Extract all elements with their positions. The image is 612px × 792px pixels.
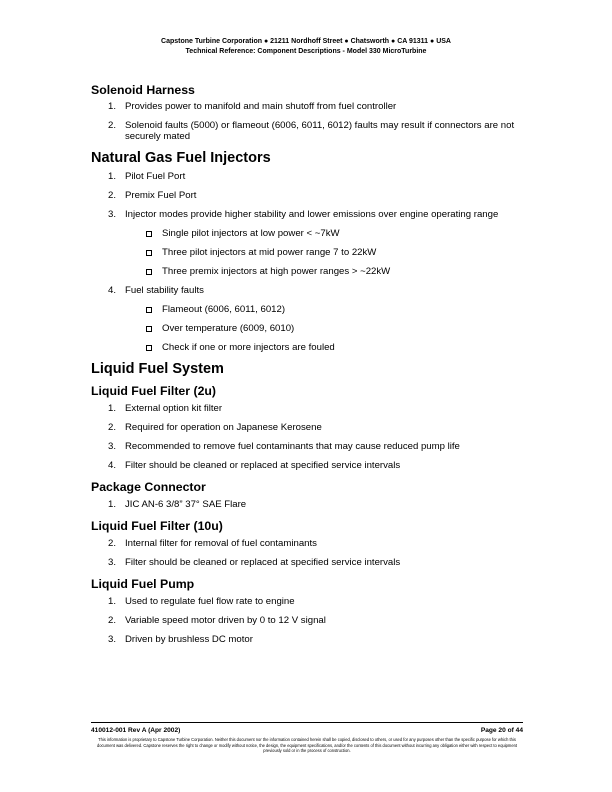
- footer-proprietary-notice: This information is proprietary to Capstone Turbine Corporation. Neither this document nor the information contained herein shall be copied, disclosed to others, or used for any purposes other than the specific purpose for which this document was delivered. Capstone reserves the right to change or modify without notice, the design, the equipment specifications, and/or the contents of this document without incurring any obligation either with respect to equipment previously sold or in the process of construction.: [96, 737, 518, 754]
- footer-page-number: Page 20 of 44: [480, 727, 523, 734]
- section-heading-liquid-fuel-filter-10u: Liquid Fuel Filter (10u): [91, 519, 223, 533]
- footer-doc-number: 410012-001 Rev A (Apr 2002): [91, 727, 181, 734]
- solenoid-list: [91, 101, 531, 142]
- list-item: 3. Driven by brushless DC motor: [108, 634, 253, 645]
- list-item: 3. Recommended to remove fuel contaminants that may cause reduced pump life: [108, 441, 460, 452]
- section-heading-solenoid-harness: Solenoid Harness: [91, 83, 195, 97]
- section-heading-liquid-fuel-system: Liquid Fuel System: [91, 361, 224, 377]
- section-heading-liquid-fuel-pump: Liquid Fuel Pump: [91, 577, 195, 591]
- header-address: Capstone Turbine Corporation ● 21211 Nordhoff Street ● Chatsworth ● CA 91311 ● USA: [161, 38, 451, 45]
- sub-list-item: Single pilot injectors at low power < ~7kW: [91, 228, 531, 239]
- list-item: 2. Variable speed motor driven by 0 to 12 V signal: [108, 615, 326, 626]
- sub-list-item: Flameout (6006, 6011, 6012): [91, 304, 531, 315]
- checkbox-bullet-icon: [146, 345, 152, 351]
- page-header: [0, 37, 612, 57]
- section-heading-liquid-fuel-filter-2u: Liquid Fuel Filter (2u): [91, 384, 217, 398]
- fuel-stability-faults-list: [91, 304, 531, 353]
- list-item: 4. Fuel stability faults Flameout (6006, 6011, 6012) Over temperature (6009, 6010) Check if one or more injectors are fouled: [91, 285, 531, 353]
- header-doc-title: Technical Reference: Component Descriptions - Model 330 MicroTurbine: [185, 48, 427, 55]
- checkbox-bullet-icon: [146, 250, 152, 256]
- filter-10u-list: [91, 538, 531, 568]
- injector-modes-list: [91, 228, 531, 277]
- footer-info-line: [91, 726, 523, 735]
- page-content: [91, 80, 531, 645]
- list-item: 1. Provides power to manifold and main shutoff from fuel controller: [108, 101, 397, 112]
- list-item: 2. Premix Fuel Port: [108, 190, 197, 201]
- list-item: 2. Internal filter for removal of fuel contaminants: [108, 538, 317, 549]
- list-item: 2. Required for operation on Japanese Kerosene: [108, 422, 322, 433]
- checkbox-bullet-icon: [146, 231, 152, 237]
- sub-list-item: Check if one or more injectors are fouled: [91, 342, 531, 353]
- sub-list-item: Three pilot injectors at mid power range 7 to 22kW: [91, 247, 531, 258]
- sub-list-item: Three premix injectors at high power ranges > ~22kW: [91, 266, 531, 277]
- checkbox-bullet-icon: [146, 326, 152, 332]
- injector-list: [91, 171, 531, 353]
- list-item: 2. Solenoid faults (5000) or flameout (6006, 6011, 6012) faults may result if connectors are not securely mated: [108, 120, 515, 142]
- section-heading-natural-gas-fuel-injectors: Natural Gas Fuel Injectors: [91, 150, 271, 166]
- checkbox-bullet-icon: [146, 307, 152, 313]
- filter-2u-list: [91, 403, 531, 471]
- list-item: 4. Filter should be cleaned or replaced at specified service intervals: [108, 460, 401, 471]
- list-item: 1. External option kit filter: [108, 403, 223, 414]
- sub-list-item: Over temperature (6009, 6010): [91, 323, 531, 334]
- section-heading-package-connector: Package Connector: [91, 480, 206, 494]
- pump-list: [91, 596, 531, 645]
- list-item: 3. Filter should be cleaned or replaced at specified service intervals: [108, 557, 401, 568]
- page-footer: [91, 722, 523, 754]
- list-item: 1. Used to regulate fuel flow rate to engine: [108, 596, 295, 607]
- connector-list: [91, 499, 531, 510]
- list-item: 1. JIC AN-6 3/8” 37° SAE Flare: [108, 499, 247, 510]
- checkbox-bullet-icon: [146, 269, 152, 275]
- footer-divider: [91, 722, 523, 723]
- list-item: 1. Pilot Fuel Port: [108, 171, 186, 182]
- list-item: 3. Injector modes provide higher stability and lower emissions over engine operating range Single pilot injectors at low power < ~7kW Three pilot injectors at mid power range 7 to 22kW Three premix injectors at high power ranges > ~22kW: [91, 209, 531, 277]
